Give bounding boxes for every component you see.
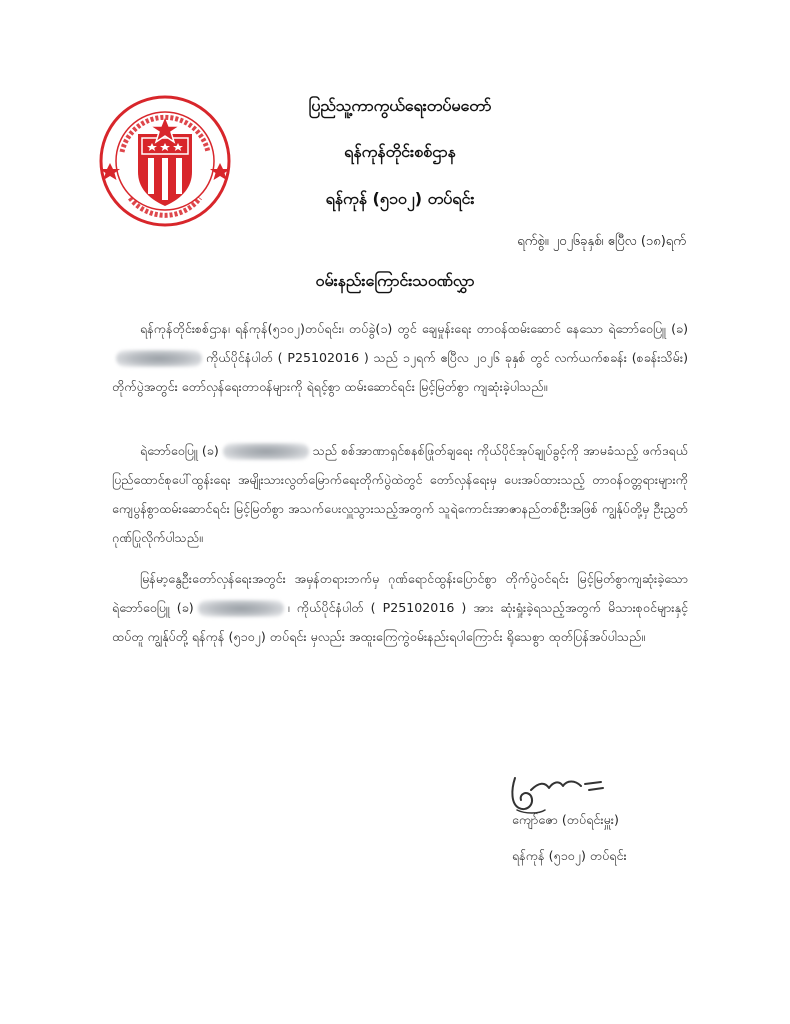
header-line-1: ပြည်သူ့ကာကွယ်ရေးတပ်မတော် — [308, 96, 492, 115]
signatory-unit: ရန်ကုန် (၅၁၀၂) တပ်ရင်း — [512, 848, 627, 863]
letter-title: ဝမ်းနည်းကြောင်းသဝဏ်လွှာ — [315, 271, 475, 290]
paragraph-1-part-a: ရန်ကုန်တိုင်းစစ်ဌာန၊ ရန်ကုန်(၅၁၀၂)တပ်ရင်း၊ တပ်ခွဲ(၁) တွင် ချေမှုန်းရေး တာဝန်ထမ်းဆောင် နေသော ရဲဘော်ဝေပြူ (ခ) — [140, 321, 688, 336]
paragraph-2 — [112, 436, 688, 552]
paragraph-1-part-b: ကိုယ်ပိုင်နံပါတ် ( P25102016 ) သည် ၁၂ရက် ဧပြီလ ၂၀၂၆ ခုနှစ် တွင် လက်ယက်စခန်း (စခန်းသိမ်း) တိုက်ပွဲအတွင်း တော်လှန်ရေးတာဝန်များကို ရဲရင့်စွာ ထမ်းဆောင်ရင်း မြင့်မြတ်စွာ ကျဆုံးခဲ့ပါသည်။ — [112, 350, 688, 394]
handwritten-signature — [505, 760, 615, 820]
paragraph-2-part-b: သည် စစ်အာဏာရှင်စနစ်ဖြုတ်ချရေး ကိုယ်ပိုင်အုပ်ချုပ်ခွင့်ကို အာမခံသည့် ဖက်ဒရယ်ပြည်ထောင်စုပေါ်ထွန်းရေး အမျိုးသားလွတ်မြောက်ရေးတိုက်ပွဲထဲတွင် တော်လှန်ရေးမှ ပေးအပ်ထားသည့် တာဝန်ဝတ္တရားများကို ကျေပွန်စွာထမ်းဆောင်ရင်း မြင့်မြတ်စွာ အသက်ပေးလှူသွားသည့်အတွက် သူရဲကောင်းအာဇာနည်တစ်ဦးအဖြစ် ကျွန်ုပ်တို့မှ ဦးညွှတ်ဂုဏ်ပြုလိုက်ပါသည်။ — [112, 443, 688, 545]
signatory-name: ကျော်ဇော (တပ်ရင်းမှူး) — [512, 812, 619, 827]
redacted-name — [223, 443, 309, 460]
paragraph-3 — [112, 564, 688, 651]
header-line-2: ရန်ကုန်တိုင်းစစ်ဌာန — [344, 142, 456, 161]
paragraph-2-part-a: ရဲဘော်ဝေပြူ (ခ) — [140, 443, 219, 458]
paragraph-3-part-a: မြန်မာ့နွေဦးတော်လှန်ရေးအတွင်း အမှန်တရားဘက်မှ ဂုဏ်ရောင်ထွန်းပြောင်စွာ တိုက်ပွဲဝင်ရင်း မြင့်မြတ်စွာကျဆုံးခဲ့သော ရဲဘော်ဝေပြူ (ခ) — [112, 571, 688, 615]
paragraph-3-part-b: ၊ ကိုယ်ပိုင်နံပါတ် ( P25102016 ) အား ဆုံးရှုံးခဲ့ရသည့်အတွက် မိသားစုဝင်များနှင့်ထပ်တူ ကျွန်ုပ်တို့ ရန်ကုန် (၅၁၀၂) တပ်ရင်း မှလည်း အထူးကြေကွဲဝမ်းနည်းရပါကြောင်း ရိုသေစွာ ထုတ်ပြန်အပ်ပါသည်။ — [112, 600, 688, 644]
letter-date: ရက်စွဲ။ ၂၀၂၆ခုနှစ်၊ ဧပြီလ (၁၈)ရက် — [517, 234, 686, 249]
organization-seal — [98, 94, 232, 228]
redacted-name — [198, 600, 284, 617]
header-line-3: ရန်ကုန် (၅၁၀၂) တပ်ရင်း — [325, 189, 475, 208]
redacted-name — [116, 350, 202, 367]
paragraph-1 — [112, 314, 688, 401]
